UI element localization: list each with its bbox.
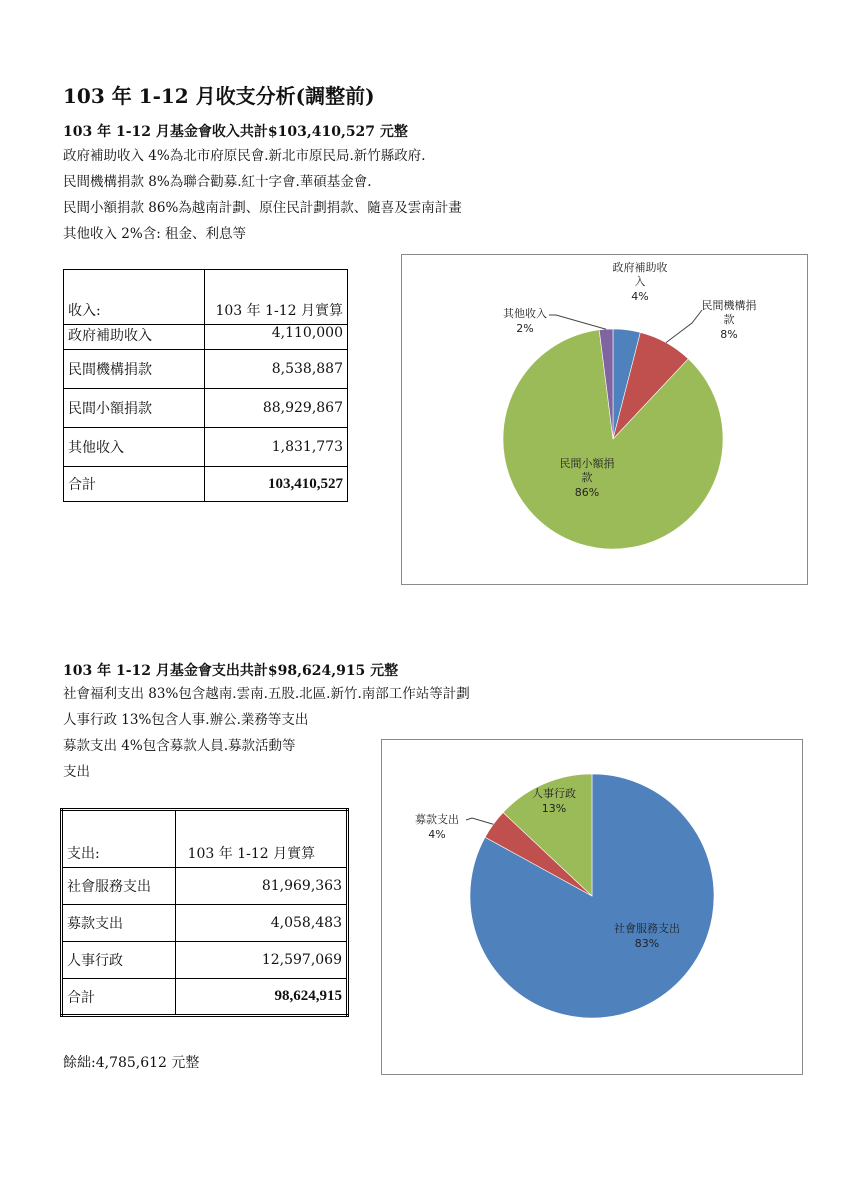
table-cell-label: 民間機構捐款: [64, 350, 205, 389]
expense-desc-line: 募款支出 4%包含募款人員.募款活動等: [63, 738, 296, 754]
table-cell-value: 88,929,867: [205, 389, 348, 428]
income-desc-line: 民間機構捐款 8%為聯合勸募.紅十字會.華碩基金會.: [63, 174, 372, 190]
pie-label: 人事行政 13%: [532, 787, 576, 815]
table-cell-value: 8,538,887: [205, 350, 348, 389]
table-cell-label: 募款支出: [62, 905, 176, 942]
expense-desc-line: 社會福利支出 83%包含越南.雲南.五股.北區.新竹.南部工作站等計劃: [63, 686, 470, 702]
income-pie-chart: [401, 254, 808, 585]
income-desc-line: 其他收入 2%含: 租金、利息等: [63, 226, 247, 242]
expense-desc-line: 人事行政 13%包含人事.辦公.業務等支出: [63, 712, 309, 728]
pie-label: 民間機構捐款 8%: [701, 299, 757, 341]
pie-label: 政府補助收入 4%: [612, 261, 668, 303]
table-cell-label: 人事行政: [62, 942, 176, 979]
table-cell-total: 103,410,527: [205, 467, 348, 502]
income-table: [63, 269, 348, 502]
table-row: [62, 942, 348, 979]
pie-label: 民間小額捐款 86%: [559, 457, 615, 499]
table-total-row: [64, 467, 348, 502]
pie-leader-line: [466, 818, 493, 824]
table-cell-label: 合計: [64, 467, 205, 502]
pie-leader-line: [666, 310, 702, 343]
expense-desc-line: 支出: [63, 764, 90, 780]
table-cell-value: 1,831,773: [205, 428, 348, 467]
income-heading: 103 年 1-12 月基金會收入共計$103,410,527 元整: [63, 124, 408, 140]
table-header-row: [62, 810, 348, 868]
table-header-cell: 103 年 1-12 月實算: [175, 810, 347, 868]
table-header-cell: 收入:: [64, 270, 205, 325]
pie-label: 其他收入 2%: [503, 307, 547, 335]
table-cell-label: 民間小額捐款: [64, 389, 205, 428]
expense-pie-chart: [381, 739, 803, 1075]
page-title: 103 年 1-12 月收支分析(調整前): [63, 84, 375, 108]
table-cell-value: 12,597,069: [175, 942, 347, 979]
table-row: [64, 389, 348, 428]
table-row: [62, 868, 348, 905]
expense-table: [60, 808, 349, 1017]
table-cell-label: 政府補助收入: [64, 325, 205, 350]
income-description: [63, 143, 462, 247]
table-row: [64, 350, 348, 389]
income-desc-line: 民間小額捐款 86%為越南計劃、原住民計劃捐款、隨喜及雲南計畫: [63, 200, 462, 216]
table-header-row: [64, 270, 348, 325]
income-desc-line: 政府補助收入 4%為北市府原民會.新北市原民局.新竹縣政府.: [63, 148, 426, 164]
table-cell-label: 其他收入: [64, 428, 205, 467]
table-row: [64, 428, 348, 467]
income-pie-svg: [402, 255, 807, 584]
expense-heading: 103 年 1-12 月基金會支出共計$98,624,915 元整: [63, 663, 399, 679]
pie-label: 社會服務支出 83%: [614, 922, 680, 950]
table-cell-label: 社會服務支出: [62, 868, 176, 905]
table-total-row: [62, 979, 348, 1016]
table-cell-label: 合計: [62, 979, 176, 1016]
expense-pie-svg: [382, 740, 802, 1074]
table-cell-value: 4,110,000: [205, 325, 348, 350]
table-cell-value: 81,969,363: [175, 868, 347, 905]
table-row: [64, 325, 348, 350]
surplus-text: 餘絀:4,785,612 元整: [63, 1055, 200, 1071]
table-header-cell: 103 年 1-12 月實算: [205, 270, 348, 325]
pie-label: 募款支出 4%: [415, 813, 459, 841]
table-cell-value: 4,058,483: [175, 905, 347, 942]
table-header-cell: 支出:: [62, 810, 176, 868]
table-row: [62, 905, 348, 942]
table-cell-total: 98,624,915: [175, 979, 347, 1016]
pie-leader-line: [549, 315, 606, 329]
